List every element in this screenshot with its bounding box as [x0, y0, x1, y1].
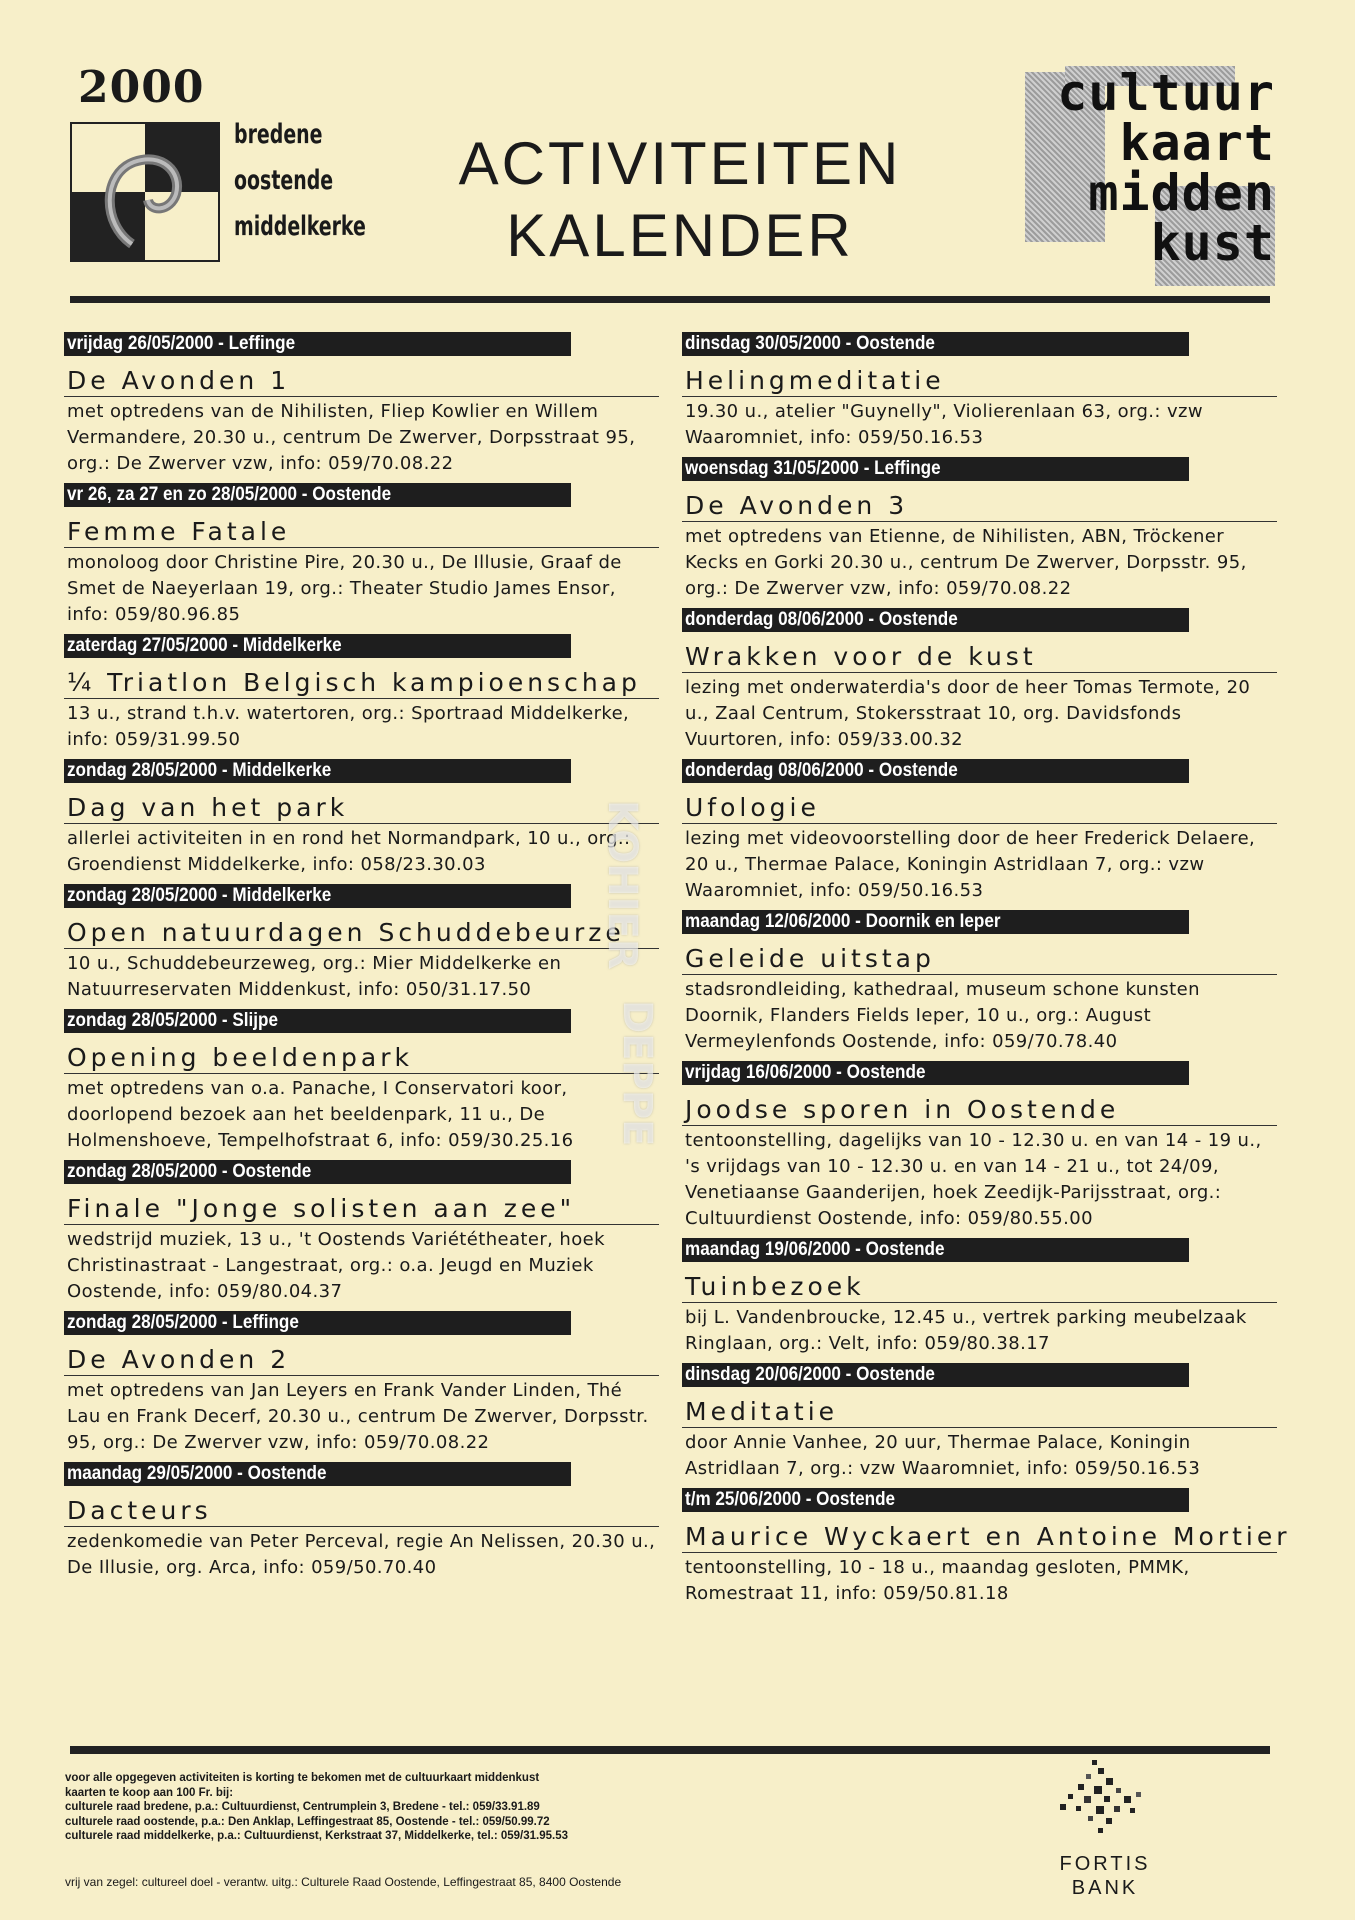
event-title: Dag van het park [64, 793, 659, 824]
event-date-bar [682, 1363, 1189, 1387]
event-title: De Avonden 1 [64, 366, 659, 397]
watermark-text: KOHIER [599, 800, 645, 970]
title-line: KALENDER [506, 202, 854, 269]
event-title: De Avonden 2 [64, 1345, 659, 1376]
event-entry [682, 1061, 1272, 1232]
event-entry [64, 483, 654, 628]
page-title [410, 128, 950, 272]
event-date: zondag 28/05/2000 - Middelkerke [67, 885, 332, 906]
sponsor-name [1040, 1852, 1170, 1900]
event-entry [682, 759, 1272, 904]
event-date: donderdag 08/06/2000 - Oostende [685, 609, 958, 630]
event-date: donderdag 08/06/2000 - Oostende [685, 760, 958, 781]
event-date-bar [682, 1061, 1189, 1085]
event-title: Ufologie [682, 793, 1277, 824]
title-line: ACTIVITEITEN [458, 130, 902, 197]
regional-logo-mark [70, 122, 220, 262]
event-date-bar [64, 759, 571, 783]
event-title: Opening beeldenpark [64, 1043, 659, 1074]
event-date-bar [682, 332, 1189, 356]
event-date-bar [682, 1238, 1189, 1262]
event-description: met optredens van o.a. Panache, I Conservatori koor, doorlopend bezoek aan het beeldenpark, 11 u., De Holmenshoeve, Tempelhofstraat 6, info: 059/30.25.16 [67, 1078, 574, 1151]
footer-line: culturele raad bredene, p.a.: Cultuurdienst, Centrumplein 3, Bredene - tel.: 059/33.91.89 [65, 1801, 540, 1813]
event-entry [64, 1462, 654, 1581]
event-entry [64, 884, 654, 1003]
watermark-text: DEPPE [614, 1000, 660, 1147]
event-entry [682, 1363, 1272, 1482]
event-date: vr 26, za 27 en zo 28/05/2000 - Oostende [67, 484, 392, 505]
event-description: 13 u., strand t.h.v. watertoren, org.: Sportraad Middelkerke, info: 059/31.99.50 [67, 703, 630, 750]
event-description: tentoonstelling, 10 - 18 u., maandag gesloten, PMMK, Romestraat 11, info: 059/50.81.18 [685, 1557, 1190, 1604]
spiral-icon [72, 124, 218, 260]
event-entry [682, 910, 1272, 1055]
event-title: Wrakken voor de kust [682, 642, 1277, 673]
event-date: woensdag 31/05/2000 - Leffinge [685, 458, 941, 479]
event-entry [64, 634, 654, 753]
event-description: 10 u., Schuddebeurzeweg, org.: Mier Middelkerke en Natuurreservaten Middenkust, info: 050/31.17.50 [67, 953, 562, 1000]
event-date: maandag 12/06/2000 - Doornik en Ieper [685, 911, 1001, 932]
event-description: met optredens van de Nihilisten, Fliep Kowlier en Willem Vermandere, 20.30 u., centrum De Zwerver, Dorpsstraat 95, org.: De Zwerver vzw, info: 059/70.08.22 [67, 401, 636, 474]
cultuur-word: kaart [1119, 114, 1275, 172]
event-description: met optredens van Etienne, de Nihilisten, ABN, Tröckener Kecks en Gorki 20.30 u., centrum De Zwerver, Dorpsstr. 95, org.: De Zwerver vzw, info: 059/70.08.22 [685, 526, 1247, 599]
event-description: door Annie Vanhee, 20 uur, Thermae Palace, Koningin Astridlaan 7, org.: vzw Waaromniet, info: 059/50.16.53 [685, 1432, 1201, 1479]
event-date-bar [64, 1160, 571, 1184]
event-description: monoloog door Christine Pire, 20.30 u., De Illusie, Graaf de Smet de Naeyerlaan 19, org.: Theater Studio James Ensor, info: 059/80.96.85 [67, 552, 622, 625]
cultuurkaart-logo [1025, 66, 1275, 286]
cultuur-word: cultuur [1057, 64, 1275, 122]
event-date-bar [64, 884, 571, 908]
event-title: Femme Fatale [64, 517, 659, 548]
town-name: bredene [234, 119, 323, 150]
events-column-right [682, 332, 1291, 1613]
event-title: Joodse sporen in Oostende [682, 1095, 1277, 1126]
event-entry [682, 608, 1272, 753]
event-entry [64, 759, 654, 878]
event-entry [64, 332, 654, 477]
logo-towns [234, 112, 403, 250]
event-title: ¼ Triatlon Belgisch kampioenschap [64, 668, 659, 699]
event-description: stadsrondleiding, kathedraal, museum schone kunsten Doornik, Flanders Fields Ieper, 10 u., org.: August Vermeylenfonds Oostende, info: 059/70.78.40 [685, 979, 1200, 1052]
footer-divider [70, 1746, 1270, 1754]
event-title: Geleide uitstap [682, 944, 1277, 975]
event-date: t/m 25/06/2000 - Oostende [685, 1489, 896, 1510]
sponsor-line: BANK [1071, 1877, 1139, 1899]
event-date: dinsdag 20/06/2000 - Oostende [685, 1364, 935, 1385]
cultuur-word: kust [1150, 214, 1275, 272]
event-entry [682, 1238, 1272, 1357]
event-title: Dacteurs [64, 1496, 659, 1527]
event-date: maandag 19/06/2000 - Oostende [685, 1239, 945, 1260]
event-date-bar [682, 457, 1189, 481]
fortis-logo-icon [1048, 1760, 1158, 1840]
town-name: middelkerke [234, 211, 366, 242]
event-entry [682, 457, 1272, 602]
event-description: lezing met videovoorstelling door de heer Frederick Delaere, 20 u., Thermae Palace, Koningin Astridlaan 7, org.: vzw Waaromniet, info: 059/50.16.53 [685, 828, 1256, 901]
event-description: tentoonstelling, dagelijks van 10 - 12.30 u. en van 14 - 19 u., 's vrijdags van 10 - 12.30 u. en van 14 - 21 u., tot 24/09, Venetiaanse Gaanderijen, hoek Zeedijk-Parijsstraat, org.: Cultuurdienst Oostende, info: 059/80.55.00 [685, 1130, 1262, 1229]
event-title: Meditatie [682, 1397, 1277, 1428]
event-date-bar [64, 332, 571, 356]
event-entry [64, 1160, 654, 1305]
footer-line: culturele raad middelkerke, p.a.: Cultuurdienst, Kerkstraat 37, Middelkerke, tel.: 059/31.95.53 [65, 1830, 569, 1842]
event-date-bar [682, 910, 1189, 934]
event-title: De Avonden 3 [682, 491, 1277, 522]
footer-line: culturele raad oostende, p.a.: Den Anklap, Leffingestraat 85, Oostende - tel.: 059/50.99.72 [65, 1815, 550, 1828]
event-date: zaterdag 27/05/2000 - Middelkerke [67, 635, 342, 656]
logo-year: 2000 [78, 62, 205, 113]
event-date-bar [682, 759, 1189, 783]
event-date-bar [64, 1009, 571, 1033]
event-date-bar [64, 1311, 571, 1335]
event-title: Helingmeditatie [682, 366, 1277, 397]
event-date: maandag 29/05/2000 - Oostende [67, 1463, 327, 1484]
event-date: zondag 28/05/2000 - Oostende [67, 1161, 312, 1182]
event-title: Tuinbezoek [682, 1272, 1277, 1303]
event-date: zondag 28/05/2000 - Leffinge [67, 1312, 299, 1333]
footer-line: kaarten te koop aan 100 Fr. bij: [65, 1786, 234, 1799]
event-description: lezing met onderwaterdia's door de heer Tomas Termote, 20 u., Zaal Centrum, Stokersstraat 10, org. Davidsfonds Vuurtoren, info: 059/33.00.32 [685, 677, 1251, 750]
event-description: 19.30 u., atelier "Guynelly", Violierenlaan 63, org.: vzw Waaromniet, info: 059/50.16.53 [685, 401, 1204, 448]
publisher-stamp: vrij van zegel: cultureel doel - verantw. uitg.: Culturele Raad Oostende, Leffingestraat 85, 8400 Oostende [65, 1875, 622, 1889]
event-date-bar [64, 483, 571, 507]
footer-line: voor alle opgegeven activiteiten is korting te bekomen met de cultuurkaart middenkust [65, 1772, 540, 1784]
event-date: dinsdag 30/05/2000 - Oostende [685, 333, 935, 354]
event-title: Maurice Wyckaert en Antoine Mortier [682, 1522, 1277, 1553]
event-date-bar [64, 634, 571, 658]
event-description: met optredens van Jan Leyers en Frank Vander Linden, Thé Lau en Frank Decerf, 20.30 u., centrum De Zwerver, Dorpsstr. 95, org.: De Zwerver vzw, info: 059/70.08.22 [67, 1380, 649, 1453]
event-date-bar [682, 608, 1189, 632]
event-entry [64, 1311, 654, 1456]
sponsor-line: FORTIS [1059, 1853, 1151, 1875]
event-date: vrijdag 16/06/2000 - Oostende [685, 1062, 926, 1083]
event-description: wedstrijd muziek, 13 u., 't Oostends Variététheater, hoek Christinastraat - Langestraat, org.: o.a. Jeugd en Muziek Oostende, info: 059/80.04.37 [67, 1229, 605, 1302]
event-entry [64, 1009, 654, 1154]
event-description: bij L. Vandenbroucke, 12.45 u., vertrek parking meubelzaak Ringlaan, org.: Velt, info: 059/80.38.17 [685, 1307, 1247, 1354]
event-date-bar [64, 1462, 571, 1486]
event-entry [682, 1488, 1291, 1607]
event-description: allerlei activiteiten in en rond het Normandpark, 10 u., org.: Groendienst Middelkerke, info: 058/23.30.03 [67, 828, 631, 875]
cultuur-word: midden [1088, 164, 1275, 222]
event-title: Finale "Jonge solisten aan zee" [64, 1194, 659, 1225]
footer-info [65, 1771, 965, 1844]
events-column-left [64, 332, 654, 1587]
event-entry [682, 332, 1272, 451]
header-divider [70, 296, 1270, 303]
event-title: Open natuurdagen Schuddebeurze [64, 918, 659, 949]
event-description: zedenkomedie van Peter Perceval, regie An Nelissen, 20.30 u., De Illusie, org. Arca, info: 059/50.70.40 [67, 1531, 656, 1578]
event-date-bar [682, 1488, 1189, 1512]
event-date: zondag 28/05/2000 - Slijpe [67, 1010, 278, 1031]
town-name: oostende [234, 165, 334, 196]
event-date: zondag 28/05/2000 - Middelkerke [67, 760, 332, 781]
event-date: vrijdag 26/05/2000 - Leffinge [67, 333, 296, 354]
